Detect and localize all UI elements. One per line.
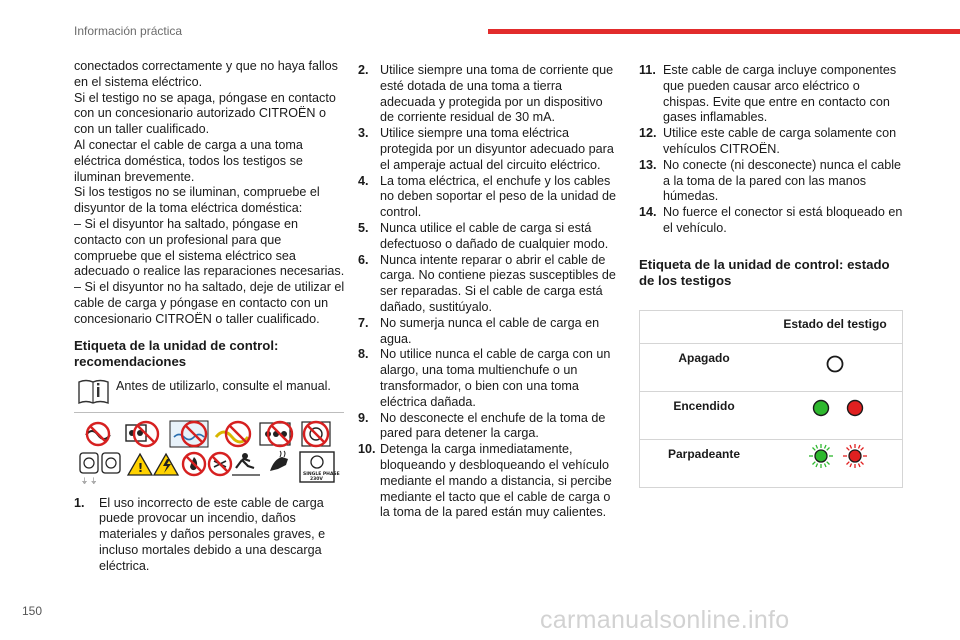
item-number: 7. <box>358 315 369 330</box>
item-number: 3. <box>358 126 369 141</box>
state-label: Apagado <box>640 343 769 391</box>
no-damaged-socket-icon <box>302 422 330 446</box>
item-text: Utilice siempre una toma eléctrica protegida por un disyuntor adecuado para el amperaje actual del circuito eléctrico. <box>380 126 614 172</box>
list-item <box>74 496 346 575</box>
no-tamper-icon <box>209 453 231 475</box>
no-adapter-icon <box>126 422 158 446</box>
list-item <box>358 126 620 173</box>
section-heading-recommendations: Etiqueta de la unidad de control: recomendaciones <box>74 337 279 370</box>
table-row <box>640 391 903 439</box>
item-number: 1. <box>74 495 85 510</box>
page-number: 150 <box>22 604 43 618</box>
no-flame-icon <box>183 453 205 475</box>
item-text: El uso incorrecto de este cable de carga puede provocar un incendio, daños materiales y daños personales graves, e incluso mortales debido a una descarga eléctrica. <box>99 495 326 573</box>
paragraph: Al conectar el cable de carga a una toma eléctrica doméstica, todos los testigos se iluminan brevemente. <box>74 137 303 184</box>
item-text: No fuerce el conector si está bloqueado en el vehículo. <box>663 205 903 235</box>
item-number: 11. <box>639 63 656 77</box>
table-header-row <box>640 310 903 343</box>
item-number: 8. <box>358 347 369 362</box>
svg-text:!: ! <box>137 460 144 475</box>
led-blinking-icons <box>775 440 895 480</box>
list-item <box>358 442 620 521</box>
item-text: Detenga la carga inmediatamente, bloqueando y desbloqueando el vehículo mediante el mando a distancia, si percibe mediante el tacto que el cable de carga o la toma de la pared están muy calientes. <box>380 442 612 520</box>
numbered-list <box>74 496 346 575</box>
led-cell <box>768 439 903 487</box>
list-item <box>639 158 907 205</box>
list-item <box>358 347 620 410</box>
no-wet-hands-icon <box>270 451 288 471</box>
no-cable-extension-icon <box>82 421 114 447</box>
divider <box>74 412 344 413</box>
paragraph: Si el testigo no se apaga, póngase en contacto con un concesionario autorizado CITROËN o con un taller cualificado. <box>74 90 336 137</box>
led-off-icon <box>775 344 895 384</box>
table-row <box>640 343 903 391</box>
list-item <box>358 411 620 443</box>
item-text: Utilice siempre una toma de corriente que esté dotada de una toma a tierra adecuada y protegida por un dispositivo de corriente residual de 30 mA. <box>380 63 614 125</box>
svg-text:⏚ ⏚: ⏚ ⏚ <box>81 476 98 485</box>
single-phase-label-icon <box>300 452 340 482</box>
list-item <box>358 174 620 221</box>
control-unit-label-image <box>74 417 344 485</box>
item-number: 13. <box>639 157 657 172</box>
list-item <box>639 126 907 158</box>
column-3 <box>639 63 907 488</box>
water-icon <box>170 421 208 447</box>
item-text: Este cable de carga incluye componentes que pueden causar arco eléctrico o chispas. Evite que entre en contacto con gases inflamables. <box>663 63 897 125</box>
led-green-blink-icon <box>809 444 833 468</box>
state-label: Parpadeante <box>640 439 769 487</box>
led-red-blink-icon <box>843 444 867 468</box>
list-item <box>639 63 907 126</box>
led-cell <box>768 343 903 391</box>
no-yellow-cable-icon <box>216 422 250 446</box>
led-on-icons <box>775 392 895 432</box>
paragraph: – Si el disyuntor no ha saltado, deje de utilizar el cable de carga y póngase en contacto con un concesionario CITROËN o taller cualificado. <box>74 280 345 326</box>
item-number: 4. <box>358 173 369 188</box>
svg-text:SINGLE PHASE: SINGLE PHASE <box>303 471 340 477</box>
led-status-table <box>639 310 903 488</box>
svg-text:230V: 230V <box>310 476 323 482</box>
table-row <box>640 439 903 487</box>
led-red-icon <box>848 400 863 415</box>
item-text: No sumerja nunca el cable de carga en agua. <box>380 315 600 346</box>
paragraph: conectados correctamente y que no haya fallos en el sistema eléctrico. <box>74 59 338 89</box>
section-heading-led-status: Etiqueta de la unidad de control: estado de los testigos <box>639 256 890 289</box>
item-text: No conecte (ni desconecte) nunca el cable a la toma de la pared con las manos húmedas. <box>663 157 902 204</box>
watermark: carmanualsonline.info <box>540 606 790 634</box>
item-number: 10. <box>358 442 376 457</box>
numbered-list <box>639 63 907 237</box>
trip-hazard-icon <box>232 453 260 475</box>
manual-note <box>74 376 346 406</box>
column-header: Estado del testigo <box>768 310 903 343</box>
list-item <box>358 316 620 348</box>
note-text: Antes de utilizarlo, consulte el manual. <box>116 378 331 393</box>
state-label: Encendido <box>640 391 769 439</box>
item-text: Nunca intente reparar o abrir el cable de carga. No contiene piezas susceptibles de ser reparadas. Si el cable de carga está dañado, sustitúyalo. <box>380 252 616 314</box>
socket-icon <box>80 453 120 485</box>
led-green-icon <box>814 400 829 415</box>
paragraph: – Si el disyuntor ha saltado, póngase en contacto con un profesional para que compruebe que el sistema eléctrico sea adecuado o realice las reparaciones necesarias. <box>74 216 345 279</box>
electric-hazard-icon <box>154 454 178 475</box>
book-icon <box>76 376 111 406</box>
item-number: 2. <box>358 63 369 77</box>
item-text: Nunca utilice el cable de carga si está defectuoso o dañado de cualquier modo. <box>380 220 609 251</box>
item-number: 12. <box>639 126 657 141</box>
header-accent-bar <box>488 29 960 34</box>
list-item <box>358 63 620 126</box>
item-number: 9. <box>358 410 369 425</box>
list-item <box>358 253 620 316</box>
led-cell <box>768 391 903 439</box>
column-1 <box>74 59 346 575</box>
paragraph: Si los testigos no se iluminan, compruebe el disyuntor de la toma eléctrica doméstica: <box>74 185 320 216</box>
column-2 <box>358 63 620 521</box>
warning-icon <box>128 454 152 475</box>
list-item <box>358 221 620 253</box>
list-item <box>639 205 907 237</box>
item-number: 14. <box>639 205 657 220</box>
numbered-list <box>358 63 620 521</box>
no-multi-socket-icon <box>260 422 292 446</box>
page-header-title: Información práctica <box>74 24 183 38</box>
item-text: No desconecte el enchufe de la toma de pared para detener la carga. <box>380 410 606 441</box>
item-number: 5. <box>358 220 369 235</box>
item-text: La toma eléctrica, el enchufe y los cables no deben soportar el peso de la unidad de control. <box>380 173 616 220</box>
item-number: 6. <box>358 252 369 267</box>
item-text: No utilice nunca el cable de carga con un alargo, una toma multienchufe o un transformador, o bien con una toma eléctrica dañada. <box>380 347 611 409</box>
item-text: Utilice este cable de carga solamente con vehículos CITROËN. <box>663 126 897 156</box>
